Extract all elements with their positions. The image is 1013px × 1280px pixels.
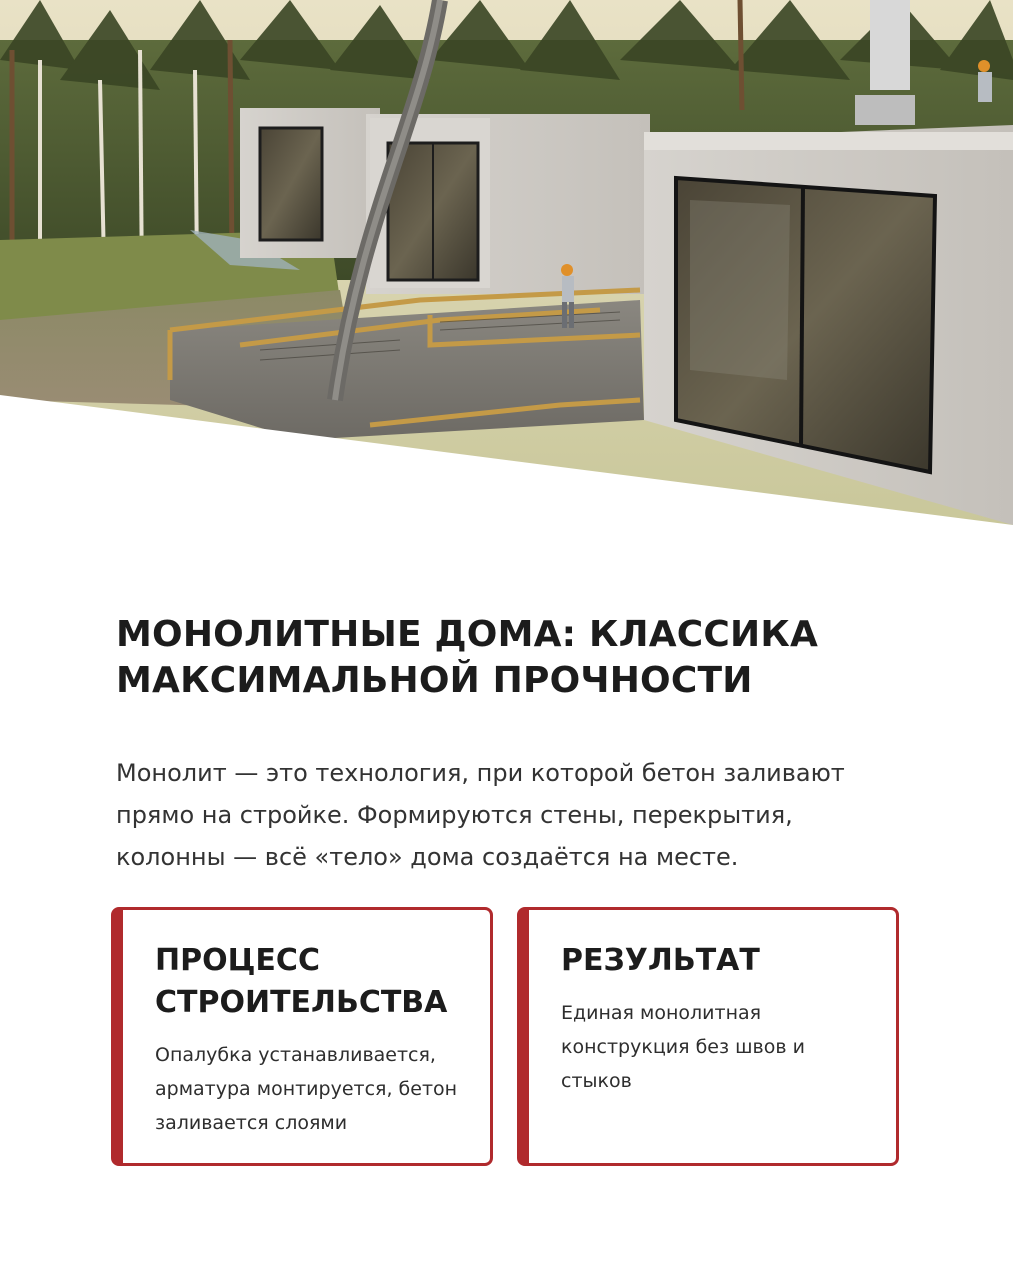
hero-image	[0, 0, 1013, 525]
result-card	[517, 907, 899, 1166]
page-title: МОНОЛИТНЫЕ ДОМА: КЛАССИКА МАКСИМАЛЬНОЙ ПРОЧНОСТИ	[116, 614, 819, 701]
result-card-text: Единая монолитная конструкция без швов и стыков	[561, 1002, 805, 1092]
process-card-title: ПРОЦЕСС СТРОИТЕЛЬСТВА	[155, 943, 448, 1020]
intro-paragraph: Монолит — это технология, при которой бетон заливают прямо на стройке. Формируются стены, перекрытия, колонны — всё «тело» дома создаётся на месте.	[116, 759, 845, 871]
result-card-title: РЕЗУЛЬТАТ	[561, 943, 760, 978]
process-card	[111, 907, 493, 1166]
process-card-text: Опалубка устанавливается, арматура монтируется, бетон заливается слоями	[155, 1044, 458, 1134]
construction-site-illustration	[0, 0, 1013, 525]
